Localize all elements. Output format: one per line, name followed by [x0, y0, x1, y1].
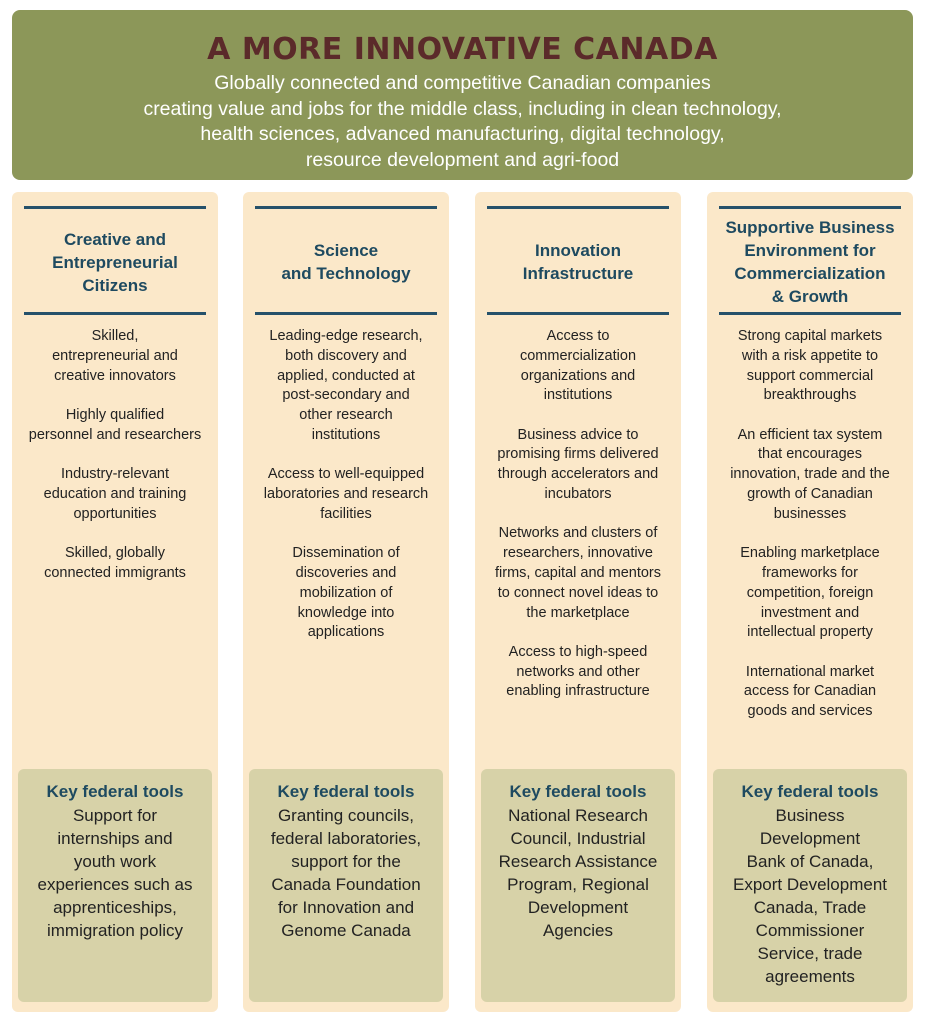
tools-line: federal laboratories,	[270, 829, 422, 848]
tools-line: experiences such as	[37, 875, 193, 894]
column-item	[481, 524, 675, 623]
column-items	[481, 327, 675, 722]
item-line: entrepreneurial and	[52, 347, 178, 364]
item-line: post-secondary and	[282, 387, 410, 404]
item-line: An efficient tax system	[737, 426, 883, 443]
column-heading-rule	[487, 312, 669, 315]
tools-line: apprenticeships,	[53, 898, 177, 917]
column-items	[249, 327, 443, 663]
tools-line: youth work	[73, 852, 157, 871]
item-line: through accelerators and	[497, 466, 659, 483]
key-federal-tools-title: Key federal tools	[509, 782, 647, 801]
item-line: Access to high-speed	[508, 643, 648, 660]
tools-line: for Innovation and	[277, 898, 415, 917]
column-science-technology	[243, 192, 449, 1012]
key-federal-tools-box	[249, 769, 443, 1002]
item-line: investment and	[760, 604, 860, 621]
item-line: Highly qualified	[65, 406, 165, 423]
column-item	[18, 465, 212, 524]
column-item	[481, 327, 675, 406]
item-line: personnel and researchers	[28, 426, 202, 443]
tools-line: Granting councils,	[277, 806, 415, 825]
key-federal-tools-title: Key federal tools	[46, 782, 184, 801]
item-line: institutions	[311, 426, 381, 443]
column-item	[249, 465, 443, 524]
item-line: enabling infrastructure	[506, 683, 650, 700]
item-line: Business advice to	[517, 426, 639, 443]
column-heading-line: Commercialization	[734, 264, 886, 283]
item-line: Strong capital markets	[737, 328, 883, 344]
key-federal-tools-text	[18, 804, 212, 942]
key-federal-tools-box	[18, 769, 212, 1002]
item-line: Industry-relevant	[61, 465, 169, 482]
column-top-rule	[255, 206, 437, 209]
column-item	[713, 327, 907, 406]
column-heading-line: Supportive Business	[725, 218, 895, 237]
key-federal-tools-text	[713, 804, 907, 988]
item-line: organizations and	[520, 367, 636, 384]
item-line: competition, foreign	[746, 584, 874, 601]
column-heading-rule	[24, 312, 206, 315]
tools-line: Development	[759, 829, 861, 848]
banner-subtitle-line: health sciences, advanced manufacturing, digital technology,	[200, 123, 725, 145]
tools-line: Commissioner	[755, 921, 865, 940]
column-creative-citizens	[12, 192, 218, 1012]
item-line: promising firms delivered	[497, 446, 659, 463]
column-item	[481, 426, 675, 505]
key-federal-tools-title: Key federal tools	[277, 782, 415, 801]
item-line: opportunities	[73, 505, 157, 522]
tools-line: Program, Regional	[507, 875, 649, 894]
key-federal-tools-title: Key federal tools	[741, 782, 879, 801]
item-line: facilities	[320, 505, 372, 522]
banner-title: A MORE INNOVATIVE CANADA	[207, 32, 718, 67]
banner-subtitle-line: creating value and jobs for the middle class, including in clean technology,	[143, 97, 782, 120]
item-line: incubators	[544, 486, 612, 503]
column-top-rule	[487, 206, 669, 209]
item-line: Skilled, globally	[65, 544, 165, 561]
column-top-rule	[719, 206, 901, 209]
item-line: innovation, trade and the	[730, 466, 890, 483]
column-heading	[479, 214, 677, 310]
tools-line: Business	[775, 806, 845, 825]
column-item	[249, 327, 443, 446]
item-line: creative innovators	[54, 367, 176, 384]
tools-line: Council, Industrial	[510, 829, 646, 848]
key-federal-tools-box	[713, 769, 907, 1002]
item-line: other research	[299, 407, 393, 424]
column-heading-line: Citizens	[82, 275, 148, 295]
column-item	[713, 663, 907, 722]
column-heading	[711, 214, 909, 310]
item-line: intellectual property	[747, 624, 873, 641]
item-line: Access to well-equipped	[267, 466, 425, 483]
item-line: Enabling marketplace	[740, 545, 880, 562]
column-heading-line: Science	[313, 241, 379, 260]
column-heading-line: Innovation	[535, 241, 621, 260]
column-item	[481, 643, 675, 702]
column-item	[18, 327, 212, 386]
item-line: Skilled,	[91, 328, 139, 344]
item-line: researchers, innovative	[503, 545, 653, 562]
column-heading-line: Environment for	[744, 241, 876, 260]
column-items	[713, 327, 907, 742]
item-line: growth of Canadian	[747, 486, 873, 503]
column-heading	[16, 214, 214, 310]
item-line: both discovery and	[285, 347, 407, 364]
tools-line: Service, trade	[757, 944, 863, 963]
column-heading	[247, 214, 445, 310]
key-federal-tools-text	[249, 804, 443, 942]
tools-line: Canada Foundation	[271, 875, 421, 894]
column-item	[249, 544, 443, 643]
item-line: International market	[745, 663, 875, 680]
column-heading-rule	[719, 312, 901, 315]
item-line: Dissemination of	[292, 545, 400, 562]
banner-subtitle-line: resource development and agri-food	[305, 148, 620, 171]
banner-subtitle-line: Globally connected and competitive Canadian companies	[214, 72, 711, 94]
column-item	[713, 544, 907, 643]
column-business-environment	[707, 192, 913, 1012]
item-line: commercialization	[519, 347, 637, 364]
tools-line: internships and	[57, 829, 173, 848]
item-line: Networks and clusters of	[498, 525, 658, 542]
column-heading-line: & Growth	[771, 287, 849, 306]
tools-line: Bank of Canada,	[746, 852, 874, 871]
item-line: firms, capital and mentors	[494, 564, 661, 581]
item-line: frameworks for	[762, 564, 858, 581]
column-heading-line: and Technology	[281, 264, 411, 283]
tools-line: immigration policy	[46, 921, 184, 940]
tools-line: Development	[527, 898, 629, 917]
item-line: that encourages	[758, 446, 862, 463]
column-heading-line: Entrepreneurial	[52, 252, 178, 272]
tools-line: Research Assistance	[498, 852, 658, 871]
item-line: Leading-edge research,	[269, 328, 423, 344]
item-line: access for Canadian	[743, 683, 877, 700]
tools-line: Support for	[72, 806, 158, 825]
column-heading-line: Creative and	[63, 229, 167, 249]
item-line: Access to	[546, 328, 610, 344]
item-line: institutions	[543, 387, 613, 404]
item-line: networks and other	[516, 663, 640, 680]
column-item	[713, 426, 907, 525]
column-item	[18, 406, 212, 446]
item-line: education and training	[43, 485, 187, 502]
item-line: knowledge into	[297, 604, 395, 621]
item-line: breakthroughs	[763, 387, 857, 404]
tools-line: Canada, Trade	[753, 898, 867, 917]
item-line: mobilization of	[299, 584, 393, 601]
tools-line: Genome Canada	[281, 921, 411, 940]
item-line: connected immigrants	[44, 564, 186, 581]
banner-subtitle	[52, 71, 873, 173]
item-line: the marketplace	[526, 604, 630, 621]
column-heading-rule	[255, 312, 437, 315]
column-item	[18, 544, 212, 584]
item-line: applications	[307, 624, 385, 641]
tools-line: support for the	[291, 852, 401, 871]
column-top-rule	[24, 206, 206, 209]
item-line: applied, conducted at	[277, 367, 415, 384]
tools-line: Export Development	[732, 875, 888, 894]
tools-line: agreements	[765, 967, 855, 986]
item-line: laboratories and research	[263, 486, 429, 503]
key-federal-tools-box	[481, 769, 675, 1002]
item-line: to connect novel ideas to	[497, 584, 659, 601]
column-heading-line: Infrastructure	[522, 264, 634, 283]
column-items	[18, 327, 212, 603]
banner	[12, 10, 913, 180]
item-line: support commercial	[746, 367, 874, 384]
item-line: businesses	[773, 505, 847, 522]
item-line: discoveries and	[295, 564, 397, 581]
column-innovation-infrastructure	[475, 192, 681, 1012]
item-line: goods and services	[747, 703, 873, 720]
key-federal-tools-text	[481, 804, 675, 942]
tools-line: Agencies	[543, 921, 613, 940]
item-line: with a risk appetite to	[741, 347, 879, 364]
tools-line: National Research	[508, 806, 648, 825]
